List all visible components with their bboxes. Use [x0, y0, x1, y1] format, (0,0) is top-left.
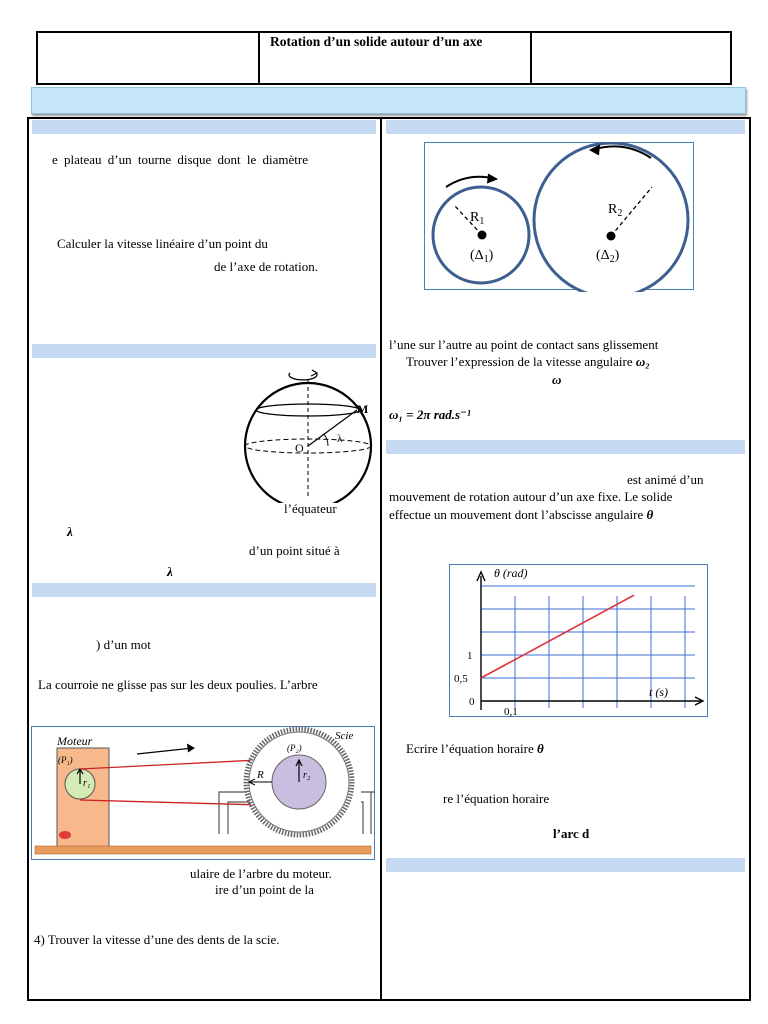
theta-time-chart — [449, 564, 708, 718]
ex2-lambda-2: λ — [167, 564, 173, 579]
header-table — [36, 31, 732, 85]
ex5-line1: est animé d’un — [627, 472, 704, 487]
fig-label-r1-sub: 1 — [479, 216, 485, 227]
fig-label-r2: R — [608, 202, 618, 217]
motor-saw-figure — [31, 726, 375, 860]
ex5-line4 — [406, 741, 544, 757]
ex3-line5: 4) Trouver la vitesse d’une des dents de la scie. — [34, 932, 280, 947]
fig-label-r1: R — [470, 210, 480, 225]
ex2-lambda-1: λ — [67, 524, 73, 539]
ex5-line2: mouvement de rotation autour d’un axe fixe. Le solide — [389, 489, 673, 504]
chart-origin-label: 0 — [469, 696, 475, 708]
section-band — [386, 120, 745, 134]
ex3-line1: ) d’un mot — [96, 637, 151, 652]
fig-label-r1: r₁ — [83, 778, 91, 789]
section-band — [32, 344, 376, 358]
fig-label-scie: Scie — [335, 730, 354, 742]
header-cell-right — [530, 33, 732, 83]
page-title: Rotation d’un solide autour d’un axe — [270, 34, 483, 49]
two-wheels-figure — [424, 142, 694, 292]
fig-label-r2: r₂ — [303, 770, 311, 781]
ex1-line3: de l’axe de rotation. — [214, 259, 318, 274]
ex5-theta: θ — [646, 507, 654, 522]
fig-label-r2-sub: 2 — [617, 208, 623, 219]
ex4-line2-text: Trouver l’expression de la vitesse angulaire — [406, 354, 633, 369]
chart-y-label: θ (rad) — [494, 566, 528, 580]
ex5-line3-text: effectue un mouvement dont l’abscisse angulaire — [389, 507, 644, 522]
fig-label-d1: (Δ — [470, 248, 484, 263]
ex5-line6: l’arc d — [553, 826, 590, 841]
ex4-omega: ω — [552, 372, 562, 387]
ex3-line4: ire d’un point de la — [215, 882, 314, 897]
chart-x-tick-label: 0,1 — [504, 706, 518, 718]
ex5-theta-2: θ — [537, 741, 544, 756]
section-band — [32, 583, 376, 597]
ex2-equateur: l’équateur — [284, 501, 337, 516]
fig-label-p1: (P₁) — [58, 755, 73, 765]
section-band — [386, 440, 745, 454]
fig-label-lambda: λ — [337, 433, 343, 445]
earth-figure — [238, 368, 378, 503]
ex5-line5: re l’équation horaire — [443, 791, 550, 806]
ex1-line2: Calculer la vitesse linéaire d’un point du — [57, 236, 268, 251]
column-divider — [380, 117, 382, 1001]
svg-text:(Δ2): $(\Delta_2)$ — [596, 248, 620, 265]
fig-label-d1-sub: 1 — [483, 254, 489, 265]
chart-y-tick-label: 0,5 — [454, 673, 468, 685]
fig-label-d2: (Δ — [596, 248, 610, 263]
fig-label-d2-sub: 2 — [609, 254, 615, 265]
ex4-omega2: ω₂ — [635, 354, 650, 369]
ex1-line1: e plateau d’un tourne disque dont le diamètre — [52, 152, 309, 167]
fig-label-big-r: R — [257, 769, 264, 781]
header-cell-left — [38, 33, 260, 83]
ex3-line3: ulaire de l’arbre du moteur. — [190, 866, 332, 881]
ex4-omega1-equation: ω₁ = 2π rad.s⁻¹ — [389, 407, 471, 422]
chart-x-label: t (s) — [649, 685, 668, 699]
svg-text:(Δ1): $(\Delta_1)$ — [470, 248, 494, 265]
ex4-line2 — [406, 354, 650, 370]
section-band — [32, 120, 376, 134]
fig-label-moteur: Moteur — [57, 734, 93, 748]
ex4-line1: l’une sur l’autre au point de contact sans glissement — [389, 337, 659, 352]
ex5-line4-text: Ecrire l’équation horaire — [406, 741, 534, 756]
fig-label-p2: (P₂) — [287, 743, 302, 753]
section-band — [386, 858, 745, 872]
header-banner — [31, 87, 746, 114]
ex3-line2: La courroie ne glisse pas sur les deux poulies. L’arbre — [38, 677, 318, 692]
fig-label-o: O — [295, 441, 304, 455]
ex2-point-situe: d’un point situé à — [249, 543, 340, 558]
chart-y-tick-label: 1 — [467, 650, 473, 662]
ex5-line3 — [389, 507, 653, 523]
fig-label-m: M — [357, 402, 369, 416]
